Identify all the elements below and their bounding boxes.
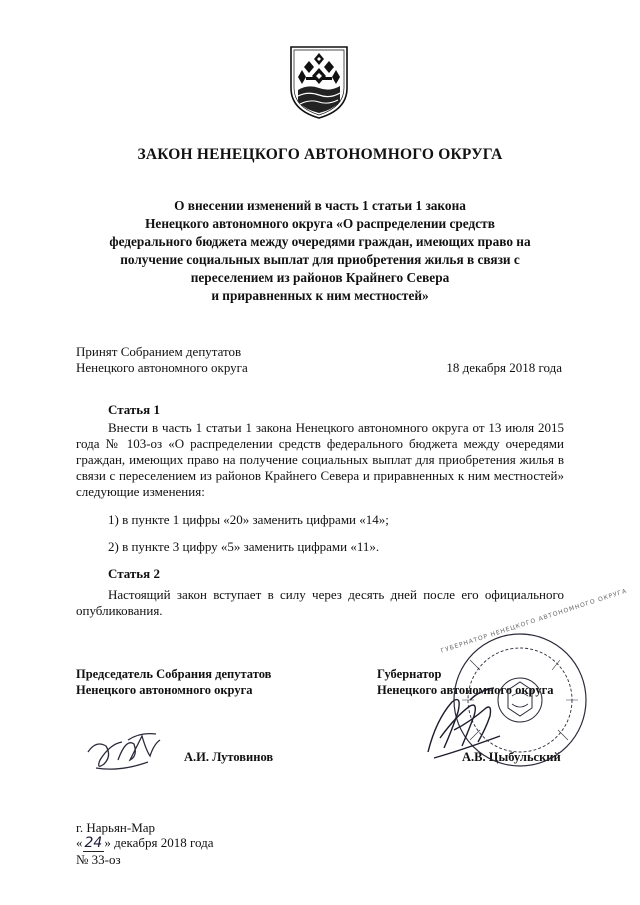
adoption-line-1: Принят Собранием депутатов (76, 344, 242, 359)
law-title: ЗАКОН НЕНЕЦКОГО АВТОНОМНОГО ОКРУГА (137, 146, 503, 163)
left-signature-icon (88, 734, 160, 770)
seal-text: ГУБЕРНАТОР НЕНЕЦКОГО АВТОНОМНОГО ОКРУГА (440, 587, 629, 655)
article-1-line: связи с переселением из районов Крайнего Севера и приравненных к ним местностей» (76, 468, 564, 483)
adoption-line-2: Ненецкого автономного округа (76, 360, 248, 375)
article-1-line: Внести в часть 1 статьи 1 закона Ненецкого автономного округа от 13 июля 2015 (108, 420, 564, 435)
right-signature-icon (428, 688, 500, 758)
article-2-line: опубликования. (76, 603, 163, 618)
article-1-line: года № 103-оз «О распределении средств федерального бюджета между очередями (76, 436, 564, 451)
document-footer (76, 820, 213, 867)
subtitle-line: федерального бюджета между очередями граждан, имеющих право на (109, 234, 531, 249)
article-1-heading: Статья 1 (108, 402, 160, 417)
footer-date-open: « (76, 835, 83, 850)
footer-number: № 33-оз (76, 852, 121, 867)
right-title-line-1: Губернатор (377, 667, 442, 681)
article-2-line: Настоящий закон вступает в силу через десять дней после его официального (108, 587, 564, 602)
left-signatory-name: А.И. Лутовинов (184, 750, 274, 764)
subtitle-line: Ненецкого автономного округа «О распределении средств (145, 216, 495, 231)
adoption-date: 18 декабря 2018 года (446, 360, 562, 375)
footer-date-rest: » декабря 2018 года (104, 835, 214, 850)
official-seal-icon (454, 634, 586, 766)
right-signatory-name: А.В. Цыбульский (462, 750, 561, 764)
footer-city: г. Нарьян-Мар (76, 820, 156, 835)
article-1-line: следующие изменения: (76, 484, 205, 499)
article-1-item-1: 1) в пункте 1 цифры «20» заменить цифрами «14»; (108, 512, 389, 527)
subtitle-line: О внесении изменений в часть 1 статьи 1 закона (174, 198, 466, 213)
right-title-line-2: Ненецкого автономного округа (377, 683, 554, 697)
footer-date-day: 24 (84, 835, 103, 851)
subtitle-line: и приравненных к ним местностей» (211, 288, 429, 303)
article-2-heading: Статья 2 (108, 566, 160, 581)
left-title-line-2: Ненецкого автономного округа (76, 683, 253, 697)
subtitle-line: получение социальных выплат для приобретения жилья в связи с (120, 252, 520, 267)
article-1-line: граждан, имеющих право на получение социальных выплат для приобретения жилья в (76, 452, 564, 467)
article-1-item-2: 2) в пункте 3 цифру «5» заменить цифрами «11». (108, 539, 380, 554)
left-title-line-1: Председатель Собрания депутатов (76, 667, 272, 681)
subtitle-line: переселением из районов Крайнего Севера (190, 270, 450, 285)
footer-date (76, 835, 213, 852)
